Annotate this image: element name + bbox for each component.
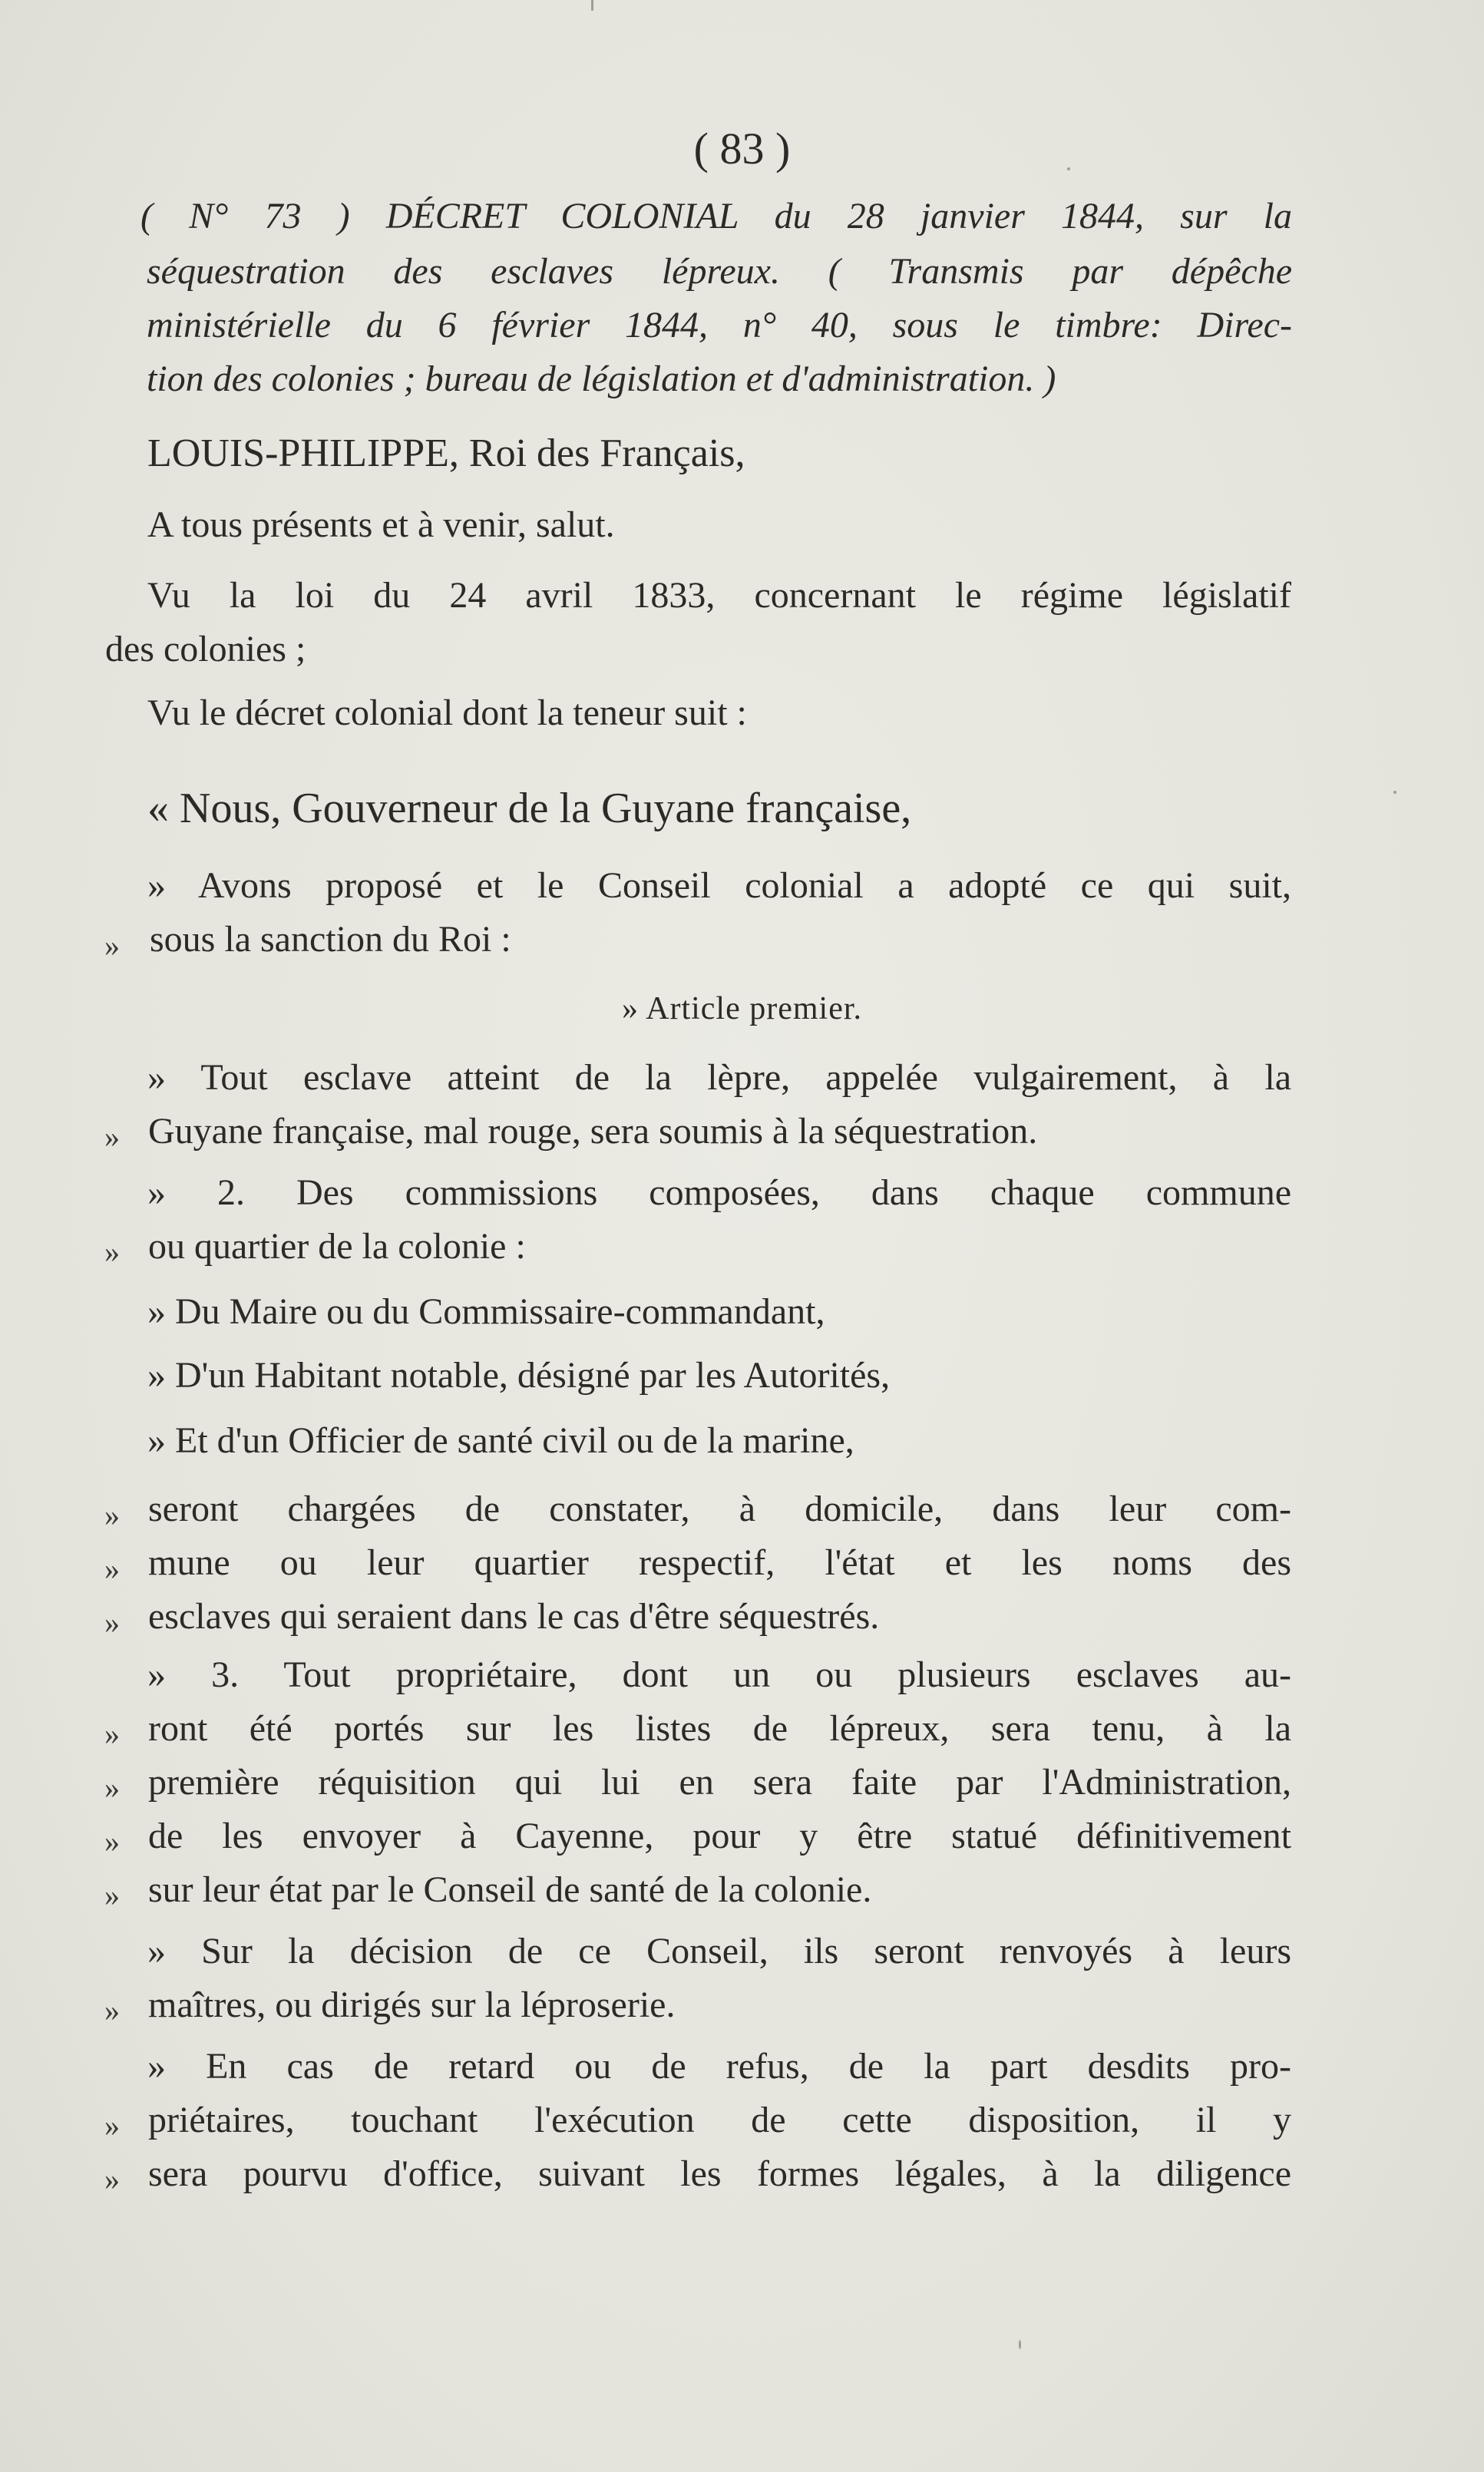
avons-line: sous la sanction du Roi : xyxy=(150,919,511,960)
decree-heading-line: tion des colonies ; bureau de législation et d'administration. ) xyxy=(147,359,1056,399)
margin-quote: » xyxy=(104,928,120,963)
retard-line: priétaires, touchant l'exécution de cette disposition, il y xyxy=(148,2100,1291,2140)
article-3-line: » 3. Tout propriétaire, dont un ou plusieurs esclaves au- xyxy=(147,1654,1291,1695)
governor-line: « Nous, Gouverneur de la Guyane française, xyxy=(147,785,912,832)
commission-member: » Et d'un Officier de santé civil ou de la marine, xyxy=(147,1420,854,1461)
margin-quote: » xyxy=(104,2162,120,2196)
vu-loi-line: Vu la loi du 24 avril 1833, concernant le régime législatif xyxy=(147,575,1291,616)
article-1-line: Guyane française, mal rouge, sera soumis à la séquestration. xyxy=(148,1111,1038,1152)
avons-line: » Avons proposé et le Conseil colonial a adopté ce qui suit, xyxy=(147,865,1291,906)
margin-quote: » xyxy=(104,1878,120,1912)
decree-heading-line: ( N° 73 ) DÉCRET COLONIAL du 28 janvier 1844, sur la xyxy=(140,196,1292,236)
page-number: ( 83 ) xyxy=(693,124,791,174)
retard-line: » En cas de retard ou de refus, de la part desdits pro- xyxy=(147,2046,1291,2087)
article-1-line: » Tout esclave atteint de la lèpre, appelée vulgairement, à la xyxy=(147,1057,1291,1098)
margin-quote: » xyxy=(104,1498,120,1532)
article-3-line: ront été portés sur les listes de lépreux, sera tenu, à la xyxy=(148,1708,1291,1749)
commission-member: » D'un Habitant notable, désigné par les Autorités, xyxy=(147,1355,891,1396)
article-3-line: sur leur état par le Conseil de santé de la colonie. xyxy=(148,1869,872,1910)
salutation: A tous présents et à venir, salut. xyxy=(147,504,615,545)
margin-quote: » xyxy=(104,1824,120,1859)
vu-loi-line: des colonies ; xyxy=(105,629,306,669)
article-3-line: de les envoyer à Cayenne, pour y être statué définitivement xyxy=(148,1816,1291,1856)
commission-member: » Du Maire ou du Commissaire-commandant, xyxy=(147,1291,825,1332)
margin-quote: » xyxy=(104,2108,120,2143)
article-2-line: ou quartier de la colonie : xyxy=(148,1226,526,1267)
margin-quote: » xyxy=(104,1119,120,1154)
article-2-line: esclaves qui seraient dans le cas d'être séquestrés. xyxy=(148,1596,880,1637)
margin-quote: » xyxy=(104,1552,120,1586)
retard-line: sera pourvu d'office, suivant les formes légales, à la diligence xyxy=(148,2153,1291,2194)
article-3-line: première réquisition qui lui en sera faite par l'Administration, xyxy=(148,1762,1291,1803)
ink-speck xyxy=(591,0,593,11)
margin-quote: » xyxy=(104,1605,120,1640)
vu-decret-line: Vu le décret colonial dont la teneur suit : xyxy=(147,692,747,733)
ink-speck xyxy=(1393,791,1396,794)
article-2-line: mune ou leur quartier respectif, l'état et les noms des xyxy=(148,1542,1291,1583)
king-title: LOUIS-PHILIPPE, Roi des Français, xyxy=(147,431,745,475)
article-2-line: seront chargées de constater, à domicile, dans leur com- xyxy=(148,1489,1291,1529)
article-2-line: » 2. Des commissions composées, dans chaque commune xyxy=(147,1172,1291,1213)
margin-quote: » xyxy=(104,1717,120,1751)
decree-heading-line: séquestration des esclaves lépreux. ( Transmis par dépêche xyxy=(147,251,1292,292)
margin-quote: » xyxy=(104,1234,120,1269)
margin-quote: » xyxy=(104,1770,120,1805)
margin-quote: » xyxy=(104,1993,120,2028)
article-heading: » Article premier. xyxy=(621,991,863,1026)
ink-speck xyxy=(1019,2340,1021,2349)
decision-line: » Sur la décision de ce Conseil, ils seront renvoyés à leurs xyxy=(147,1931,1291,1971)
decree-heading-line: ministérielle du 6 février 1844, n° 40, sous le timbre: Direc- xyxy=(147,305,1292,345)
decision-line: maîtres, ou dirigés sur la léproserie. xyxy=(148,1985,676,2025)
